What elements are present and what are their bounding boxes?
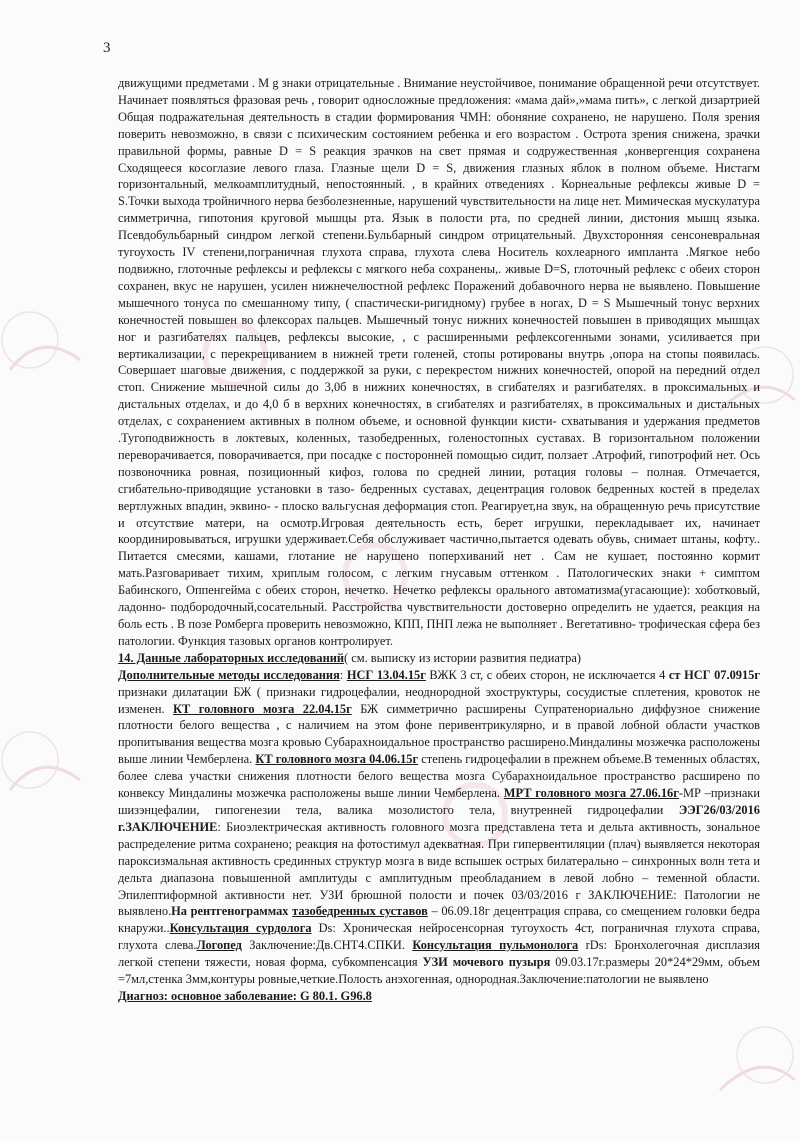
xray-label: На рентгенограммах [171, 904, 293, 919]
speech-therapist-label: Логопед [196, 938, 242, 953]
extra-methods-heading: Дополнительные методы исследования [118, 667, 340, 682]
text-fragment: : [339, 667, 347, 682]
watermark-stamp [0, 720, 90, 830]
lab-section [118, 650, 760, 667]
bladder-us-label: УЗИ мочевого пузыря [422, 955, 551, 970]
mri-text: -МР –признаки шизэнцефалии, гипогенезии тела, валика мозолистого тела, внутренней гидроцефалии [118, 786, 760, 817]
watermark-stamp [710, 1010, 800, 1120]
lab-note: ( см. выписку из истории развития педиатра) [344, 650, 581, 665]
eeg-text: : Биоэлектрическая активность головного мозга представлена тета и дельта активность, зональное распределение ритма сохранено; реакция на фотостимул адекватная. При гипервентиляции (плач) выявляется некоторая пароксизмальная активность срединных структур мозга в виде вспышек острых билатерально – синхронных волн тета и дельта диапазона повышенной амплитуды с амплитудным преобладанием в левой лобно – теменной области. Эпилептиформной активности нет. УЗИ брюшной полости и почек 03/03/2016 г ЗАКЛЮЧЕНИЕ: Патологии не выявлено. [118, 819, 760, 919]
diagnosis-line [118, 988, 760, 1005]
bladder-us-text: 09.03.17г.размеры 20*24*29мм, объем =7мл,стенка 3мм,контуры ровные,четкие.Полость анэхогенная, однородная.Заключение:патологии не выявлено [118, 955, 761, 987]
xray-subject: тазобедренных суставов [292, 904, 428, 919]
mri-label: МРТ головного мозга 27.06.16г [503, 786, 679, 801]
audiologist-label: Консультация сурдолога [169, 921, 312, 936]
nsg-1-label: НСГ 13.04.15г [346, 667, 426, 682]
nsg-1-grade: ст [668, 667, 681, 682]
ct-1-label: КТ головного мозга 22.04.15г [173, 701, 352, 716]
audiologist-text: Ds: Хроническая нейросенсорная тугоухость 4ст, пограничная глухота справа, глухота слева. [118, 921, 760, 953]
neurological-status-paragraph: движущими предметами . M g знаки отрицательные . Внимание неустойчивое, понимание обращенной речи отсутствует. Начинает появляться фразовая речь , говорит односложные предложения: «мама дай»,»мама пить», с легкой дизартрией Общая подражательная деятельность в стадии формирования ЧМН: обоняние сохранено, не нарушено. Поля зрения поверить невозможно, в связи с психическим состоянием ребенка и его возрастом . Острота зрения снижена, зрачки правильной формы, равные D = S реакция зрачков на свет прямая и содружественная ,конвергенция сохранена Сходящееся косоглазие левого глаза. Глазные щели D = S, движения глазных яблок в полном объеме. Нистагм горизонтальный, мелкоамплитудный, непостоянный. , в крайних отведениях . Корнеальные рефлексы живые D = S.Точки выхода тройничного нерва безболезненные, нарушений чувствительности на лице нет. Мимическая мускулатура симметрична, гипотония круговой мышцы рта. Язык в полости рта, по средней линии, дистония мышц языка. Псевдобульбарный синдром легкой степени.Бульбарный синдром отрицательный. Двухсторонняя сенсоневральная тугоухость IV степени,пограничная глухота справа, глухота слева Носитель кохлеарного импланта .Мягкое небо подвижно, глоточные рефлексы и рефлексы с мягкого неба сохранены,. живые D=S, глоточный рефлекс с обеих сторон сохранен, вкус не нарушен, усилен нижнечелюстной рефлекс Поражений добавочного нерва не выявлено. Повышение мышечного тонуса по смешанному типу, ( спастически-ригидному) грубее в ногах, D = S Мышечный тонус верхних конечностей повышен во флексорах пальцев. Мышечный тонус нижних конечностей повышен в приводящих мышцах ног и разгибателях пальцев, рефлексы высокие, , с расширенными рефлексогенными зонами, усиливается при вертикализации, с перекрещиванием в нижней трети голеней, стопы ротированы внутрь ,опора на стопы появилась. Совершает шаговые движения, с поддержкой за руки, с перекрестом нижних конечностей, опорой на передний отдел стоп. Снижение мышечной силы до 3,0б в нижних конечностях, в сгибателях и разгибателях. в проксимальных и дистальных отделах, и до 4,0 б в верхних конечностях, в сгибателях и разгибателях, в проксимальных и дистальных отделах, с сохранением активных в полном объеме, и основной функции кисти- схватывания и удержания предметов .Тугоподвижность в локтевых, коленных, тазобедренных, голеностопных суставах. В горизонтальном положении переворачивается, поворачивается, при посадке с посторонней помощью сидит, ползает .Атрофий, гипотрофий нет. Ось позвоночника ровная, позиционный кифоз, голова по средней линии, ротация головы – полная. Отмечается, сгибательно-приводящие установки в тазо- бедренных суставах, децентрация головок бедренных костей в пределах вертлужных впадин, эквино- - плоско вальгусная деформация стоп. Реагирует,на звук, на обращенную речь присутствие и отсутствие матери, на осмотр.Игровая деятельность есть, берет игрушки, перекладывает их, начинает координировываться, игрушки удерживает.Себя обслуживает частично,пытается одевать обувь, снимает штаны, кофту.. Питается смесями, кашами, глотание не нарушено поперхиваний нет . Сам не кушает, постоянно кормит мать.Разговаривает тихим, хриплым голосом, с легким гнусавым оттенком . Патологических знаки + симптом Бабинского, Оппенгейма с обеих сторон, нечетко. Нечетко рефлексы орального автоматизма(угасающие): хоботковый, ладонно- подбородочный,сосательный. Расстройства чувствительности достоверно определить не удается, реакция на боль есть . В позе Ромберга проверить невозможно, КПП, ПНП лежа не выполняет . Вегетативно- трофическая сфера без патологии. Функция тазовых органов контролирует. [118, 76, 760, 648]
extra-methods-section [118, 667, 760, 988]
document-body [118, 75, 760, 1005]
nsg-2-text: признаки дилатации БЖ ( признаки гидроцефалии, неоднородной эхоструктуры, сосудистые сплетения, кровоток не изменен. [118, 684, 760, 716]
ct-1-text: БЖ симметрично расширены Супратенориально диффузное снижение плотности белого вещества , с наличием на этом фоне перивентрикулярно, и в правой лобной области участков пропитывания вещества мозга кровью Субарахноидальное пространство расширено.Миндалины мозжечка расположены выше линии Чемберлена. [118, 701, 760, 767]
nsg-1-text: ВЖК 3 ст, с обеих сторон, не исключается 4 [425, 667, 669, 682]
ct-2-label: КТ головного мозга 04.06.15г [255, 752, 419, 767]
page-number: 3 [103, 40, 111, 56]
xray-text: – 06.09.18г децентрация справа, со смещением головки бедра кнаружи.. [118, 904, 761, 936]
ct-2-text: степень гидроцефалии в прежнем объеме.В теменных областях, более слева участки снижения плотности белого вещества мозга Субарахноидальное пространство расширено по конвексу Миндалины мозжечка расположены выше линии Чемберлена. [118, 752, 760, 801]
pulmonologist-text: rDs: Бронхолегочная дисплазия легкой степени тяжести, новая форма, субкомпенсация [118, 938, 761, 970]
lab-heading: 14. Данные лабораторных исследований [118, 650, 344, 665]
speech-therapist-text: Заключение:Дв.СНТ4.СПКИ. [241, 938, 413, 953]
diagnosis-text: Диагноз: основное заболевание: G 80.1. G96.8 [118, 988, 372, 1003]
pulmonologist-label: Консультация пульмонолога [412, 938, 579, 953]
eeg-label: ЭЭГ26/03/2016 г.ЗАКЛЮЧЕНИЕ [118, 802, 760, 834]
nsg-2-label: НСГ 07.0915г [684, 667, 761, 682]
watermark-stamp [0, 300, 90, 410]
